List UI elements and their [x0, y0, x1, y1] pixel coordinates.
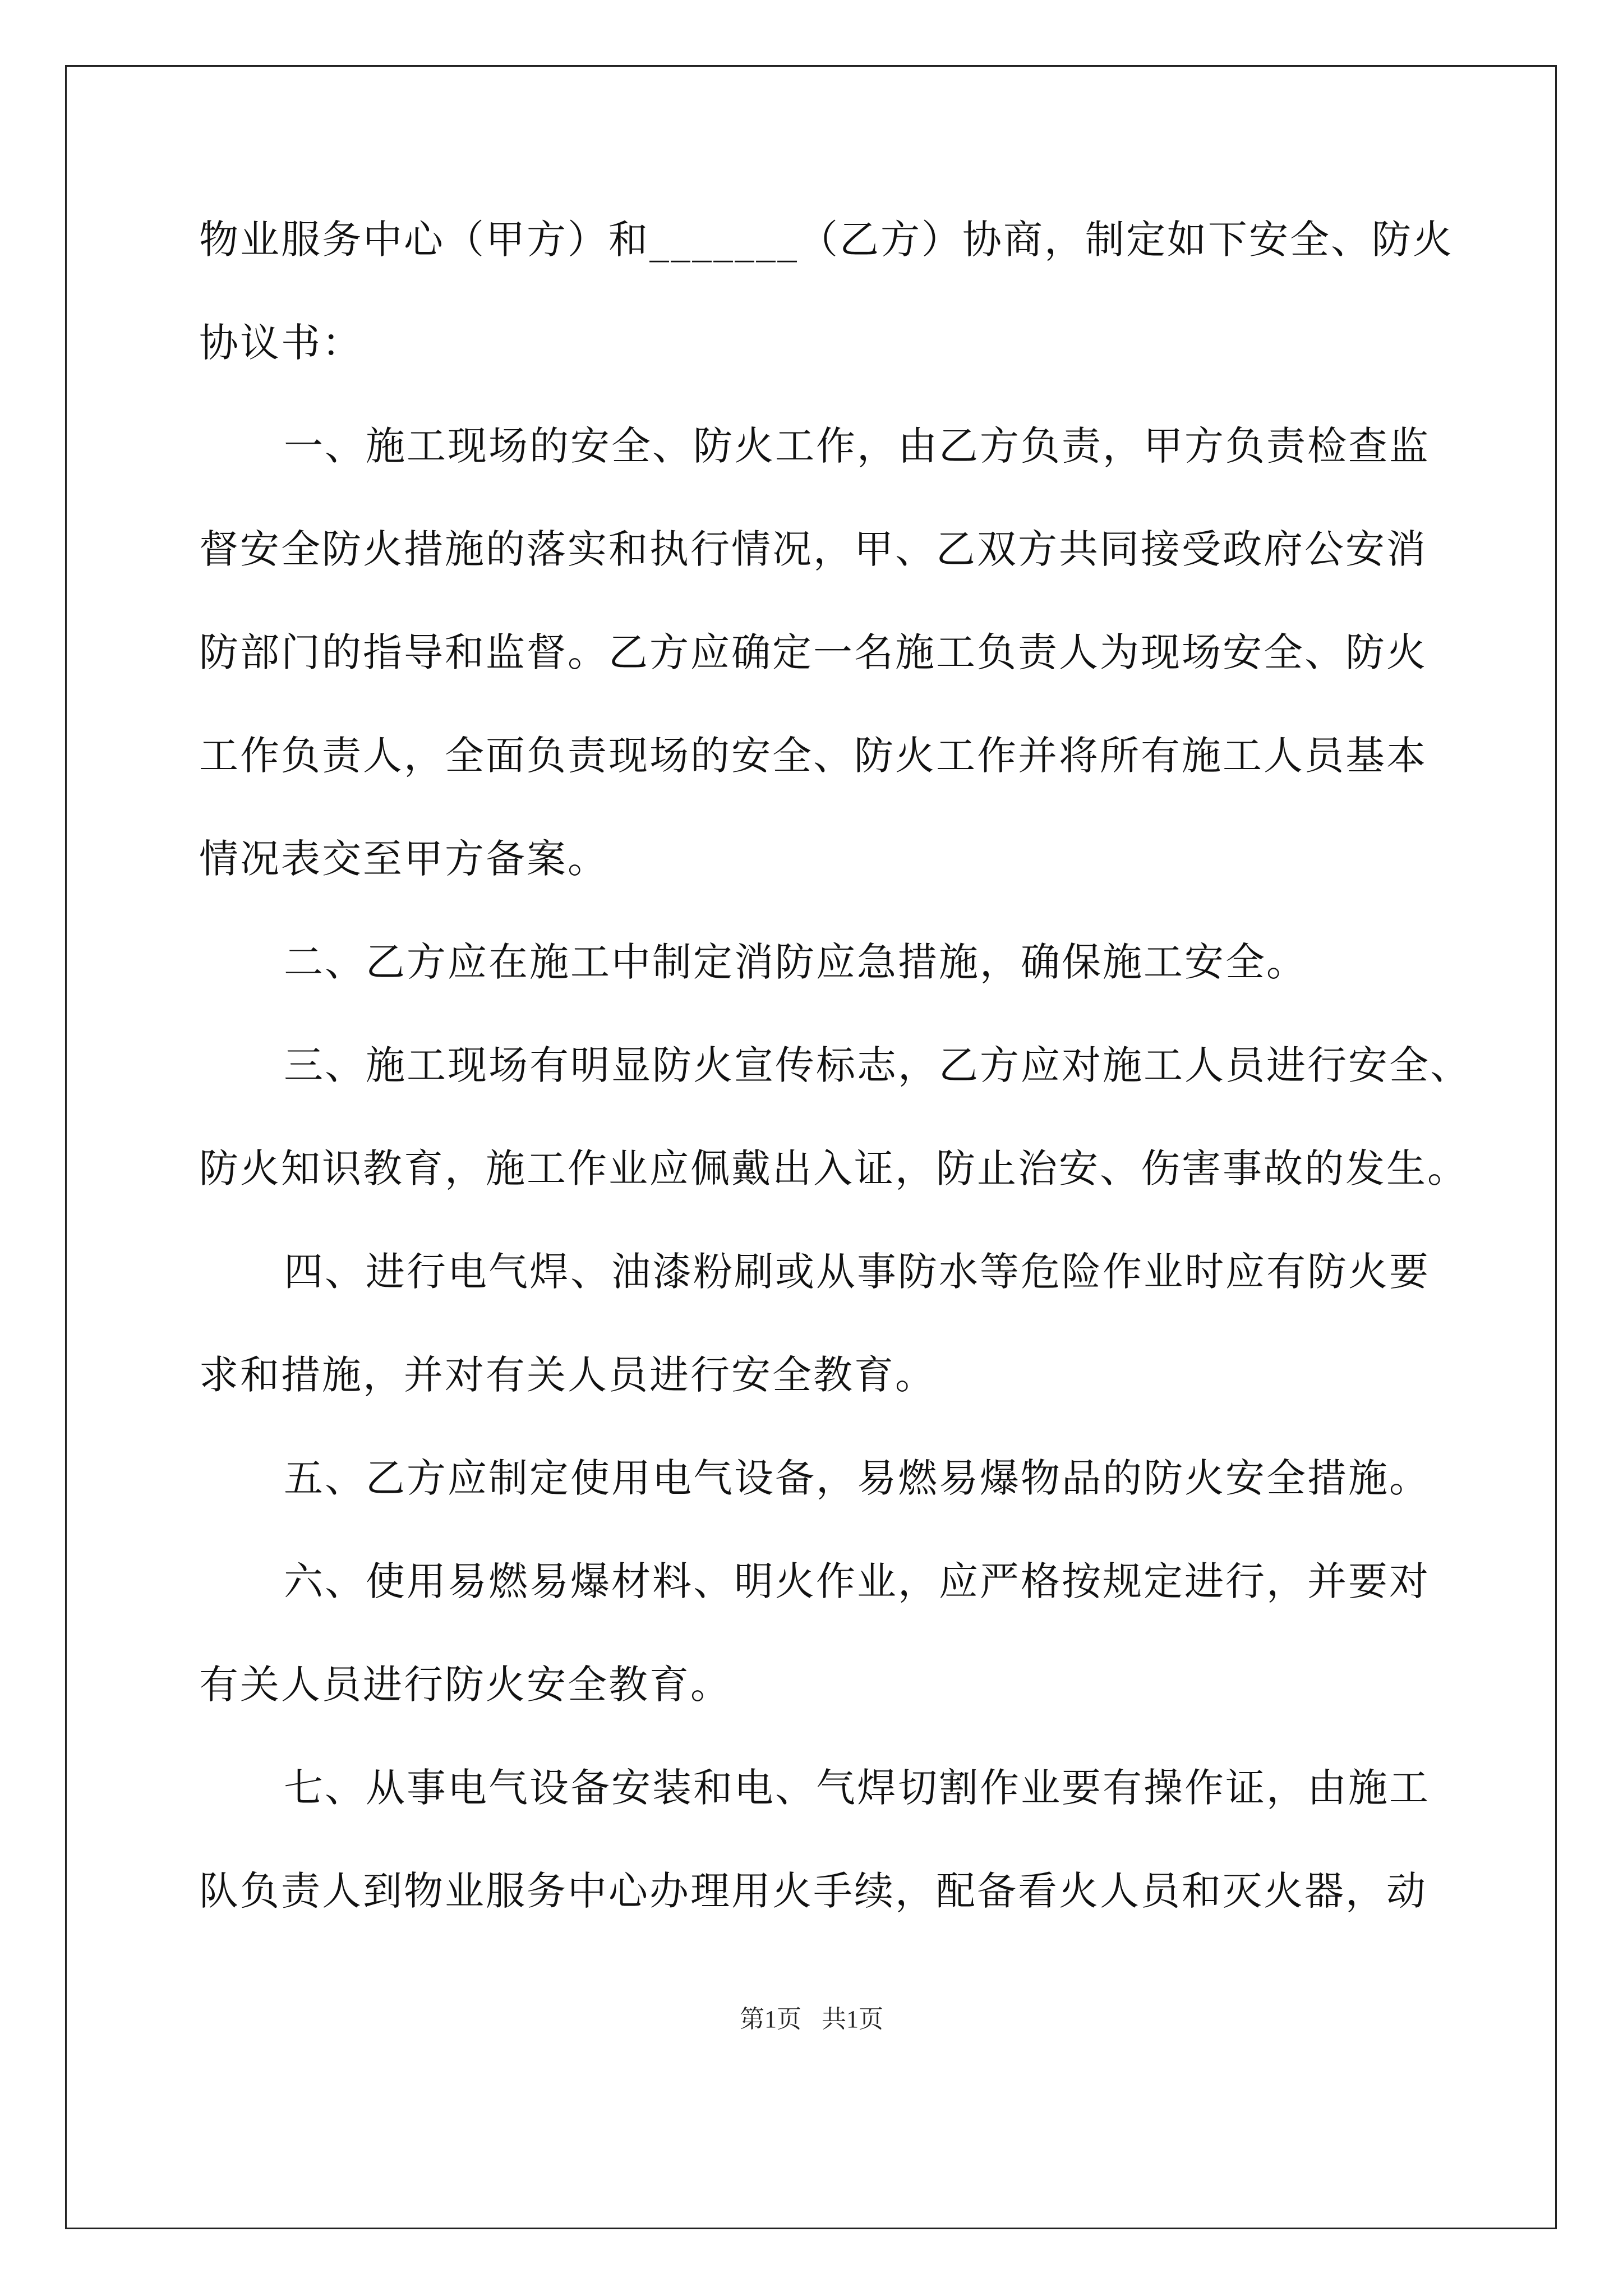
text-line: 队负责人到物业服务中心办理用火手续，配备看火人员和灭火器，动	[199, 1868, 1427, 1914]
text-line: 物业服务中心（甲方）和_______（乙方）协商，制定如下安全、防火	[199, 217, 1454, 263]
text-line: 防部门的指导和监督。乙方应确定一名施工负责人为现场安全、防火	[199, 629, 1427, 675]
text-line: 工作负责人，全面负责现场的安全、防火工作并将所有施工人员基本	[199, 733, 1427, 779]
text-line: 四、进行电气焊、油漆粉刷或从事防水等危险作业时应有防火要	[284, 1249, 1430, 1295]
text-line: 情况表交至甲方备案。	[199, 836, 608, 882]
text-line: 六、使用易燃易爆材料、明火作业，应严格按规定进行，并要对	[284, 1558, 1430, 1604]
text-line: 协议书：	[199, 320, 363, 366]
page-footer	[0, 2003, 1623, 2036]
text-line: 防火知识教育，施工作业应佩戴出入证，防止治安、伤害事故的发生。	[199, 1145, 1468, 1191]
page-number: 第1页	[740, 2005, 801, 2033]
text-line: 督安全防火措施的落实和执行情况，甲、乙双方共同接受政府公安消	[199, 526, 1427, 572]
text-line: 七、从事电气设备安装和电、气焊切割作业要有操作证，由施工	[284, 1765, 1430, 1811]
text-line: 一、施工现场的安全、防火工作，由乙方负责，甲方负责检查监	[284, 423, 1430, 469]
text-line: 二、乙方应在施工中制定消防应急措施，确保施工安全。	[284, 939, 1307, 985]
text-line: 五、乙方应制定使用电气设备，易燃易爆物品的防火安全措施。	[284, 1455, 1430, 1501]
text-line: 求和措施，并对有关人员进行安全教育。	[199, 1352, 936, 1398]
page-total: 共1页	[822, 2005, 883, 2033]
text-line: 有关人员进行防火安全教育。	[199, 1662, 731, 1708]
text-line: 三、施工现场有明显防火宣传标志，乙方应对施工人员进行安全、	[284, 1042, 1471, 1088]
